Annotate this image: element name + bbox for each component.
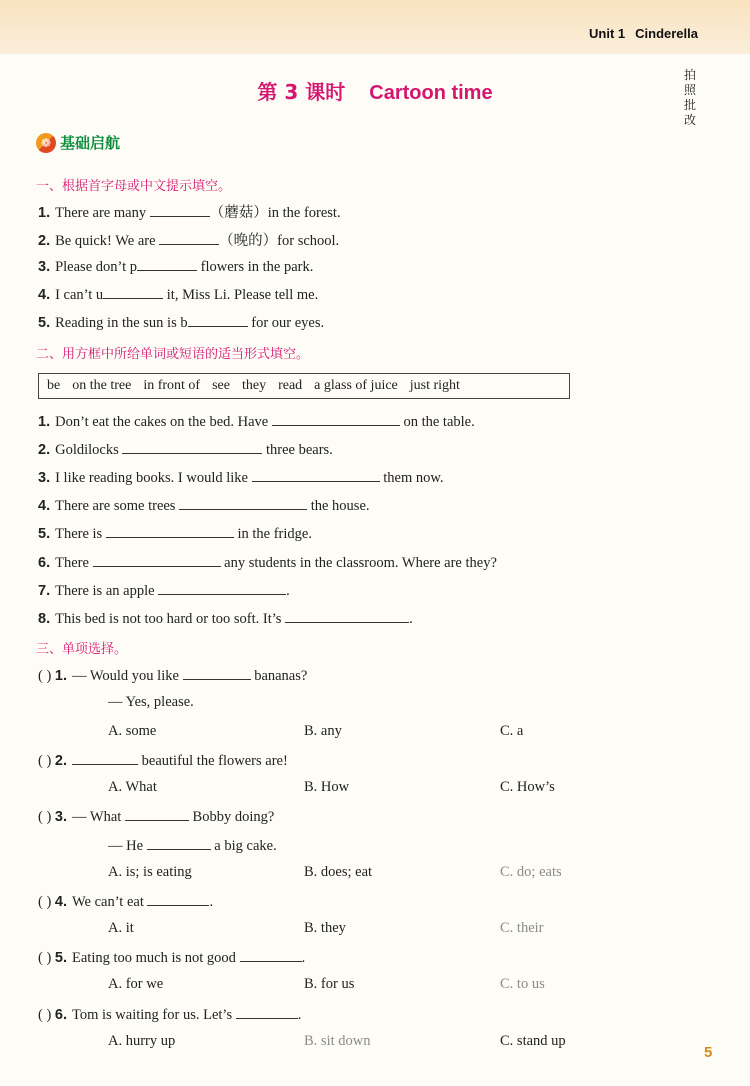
page-number: 5 [704,1044,713,1061]
answer-blank[interactable] [158,581,286,595]
part3-heading: 三、单项选择。 [36,642,128,657]
answer-blank[interactable] [183,666,251,680]
option-c[interactable]: C. How’s [500,779,555,795]
answer-blank[interactable] [72,751,138,765]
part2-item: 6. There any students in the classroom. Where are they? [38,555,497,571]
option-a[interactable]: A. it [108,920,134,936]
option-a[interactable]: A. for we [108,976,164,992]
mc-question: ( ) 6. Tom is waiting for us. Let’s . [38,1007,302,1023]
answer-blank[interactable] [150,203,210,217]
part1-heading: 一、根据首字母或中文提示填空。 [36,179,232,194]
answer-blank[interactable] [106,524,234,538]
answer-paren[interactable]: ( ) [38,809,52,825]
part2-item: 2. Goldilocks three bears. [38,442,333,458]
section-logo-icon: ❁ [36,133,56,153]
answer-blank[interactable] [122,440,262,454]
answer-blank[interactable] [147,892,209,906]
answer-blank[interactable] [179,496,307,510]
photo-correction-note[interactable]: 拍照批改 [683,68,696,127]
unit-label: Unit 1 [589,26,626,41]
option-a[interactable]: A. What [108,779,157,795]
lesson-number: 第 3 课时 [257,80,346,104]
option-c[interactable]: C. their [500,920,544,936]
box-word: see [212,378,230,393]
part1-item: 1. There are many （蘑菇）in the forest. [38,205,341,221]
answer-blank[interactable] [159,231,219,245]
part1-item: 2. Be quick! We are （晚的）for school. [38,233,340,249]
option-b[interactable]: B. sit down [304,1033,371,1049]
box-word: in front of [143,378,201,393]
answer-paren[interactable]: ( ) [38,1007,52,1023]
mc-question-line: — He a big cake. [108,838,277,854]
word-box [38,373,570,399]
part2-item: 7. There is an apple . [38,583,290,599]
answer-blank[interactable] [93,553,221,567]
box-word: on the tree [72,378,132,393]
part1-item: 3. Please don’t p flowers in the park. [38,259,314,275]
mc-question: ( ) 4. We can’t eat . [38,894,214,910]
answer-blank[interactable] [137,257,197,271]
option-c[interactable]: C. a [500,723,524,739]
answer-paren[interactable]: ( ) [38,668,52,684]
option-b[interactable]: B. they [304,920,346,936]
mc-question: ( ) 3. — What Bobby doing? [38,809,275,825]
part2-item: 1. Don’t eat the cakes on the bed. Have on the table. [38,414,475,430]
part2-item: 4. There are some trees the house. [38,498,370,514]
part2-item: 3. I like reading books. I would like them now. [38,470,444,486]
unit-title: Cinderella [635,26,698,41]
part2-item: 5. There is in the fridge. [38,526,312,542]
answer-blank[interactable] [147,836,211,850]
option-a[interactable]: A. is; is eating [108,864,192,880]
mc-question: ( ) 1. — Would you like bananas? [38,668,308,684]
lesson-name: Cartoon time [369,82,493,104]
section-heading [36,132,120,153]
option-b[interactable]: B. any [304,723,342,739]
answer-blank[interactable] [236,1005,298,1019]
answer-blank[interactable] [188,313,248,327]
unit-header [589,26,698,41]
mc-question: ( ) 5. Eating too much is not good . [38,950,306,966]
part2-item: 8. This bed is not too hard or too soft. It’s . [38,611,413,627]
answer-blank[interactable] [240,948,302,962]
answer-paren[interactable]: ( ) [38,753,52,769]
option-b[interactable]: B. does; eat [304,864,373,880]
answer-blank[interactable] [272,412,400,426]
answer-paren[interactable]: ( ) [38,894,52,910]
page-title [0,76,750,105]
part2-heading: 二、用方框中所给单词或短语的适当形式填空。 [36,347,310,362]
answer-blank[interactable] [103,285,163,299]
answer-blank[interactable] [125,807,189,821]
option-a[interactable]: A. some [108,723,157,739]
section-title: 基础启航 [60,134,121,152]
option-b[interactable]: B. for us [304,976,355,992]
option-b[interactable]: B. How [304,779,350,795]
part1-item: 4. I can’t u it, Miss Li. Please tell me. [38,287,319,303]
mc-question-line: — Yes, please. [108,694,194,710]
box-word: read [278,378,303,393]
box-word: they [241,378,267,393]
option-c[interactable]: C. to us [500,976,545,992]
part1-item: 5. Reading in the sun is b for our eyes. [38,315,325,331]
box-word: a glass of juice [314,378,398,393]
answer-blank[interactable] [252,468,380,482]
option-c[interactable]: C. do; eats [500,864,562,880]
option-a[interactable]: A. hurry up [108,1033,176,1049]
answer-blank[interactable] [285,609,409,623]
box-word: be [47,378,61,393]
mc-question: ( ) 2. beautiful the flowers are! [38,753,288,769]
answer-paren[interactable]: ( ) [38,950,52,966]
option-c[interactable]: C. stand up [500,1033,566,1049]
box-word: just right [409,378,460,393]
